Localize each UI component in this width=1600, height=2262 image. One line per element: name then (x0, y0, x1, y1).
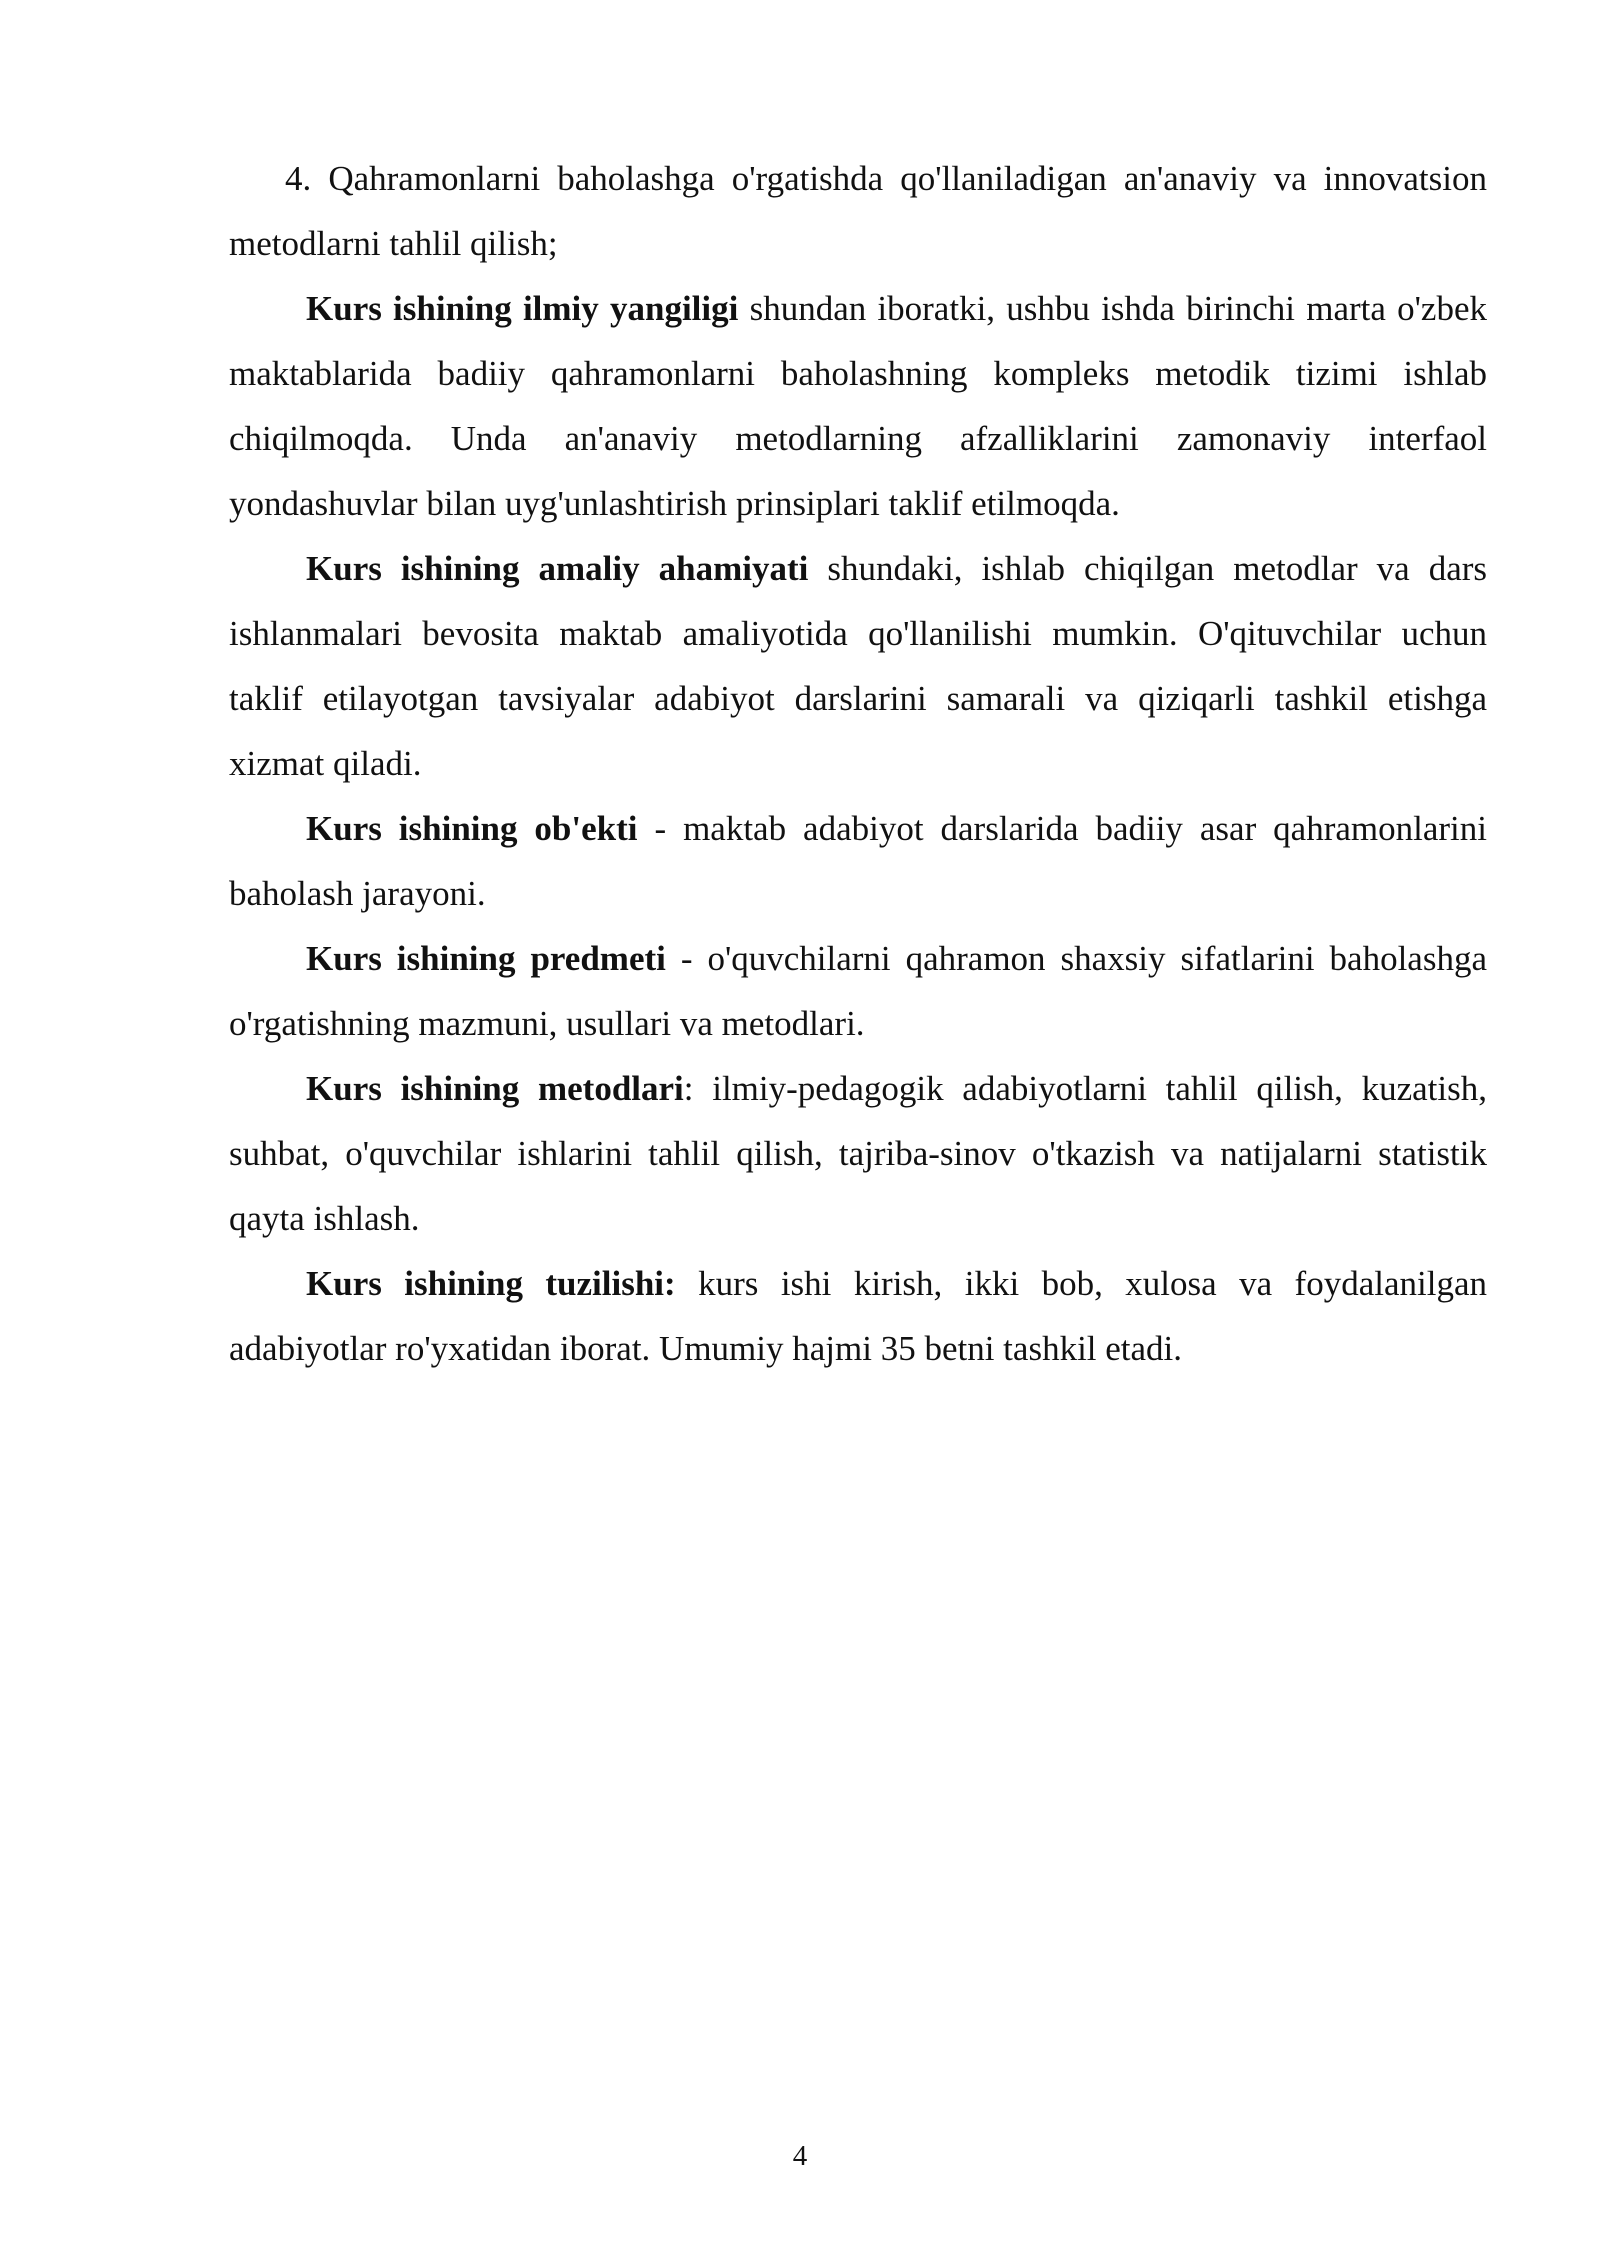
paragraph-lead: Kurs ishining ilmiy yangiligi (306, 289, 739, 328)
paragraph-practical-significance (229, 536, 1487, 796)
paragraph-structure (229, 1251, 1487, 1381)
paragraph-text: - o'quvchilarni qahramon shaxsiy sifatlarini baholashga o'rgatishning mazmuni, usullari va metodlari. (229, 939, 1487, 1043)
paragraph-lead: Kurs ishining tuzilishi: (306, 1264, 676, 1303)
paragraph-lead: Kurs ishining amaliy ahamiyati (306, 549, 809, 588)
paragraph-scientific-novelty (229, 276, 1487, 536)
paragraph-text: 4. Qahramonlarni baholashga o'rgatishda qo'llaniladigan an'anaviy va innovatsion metodlarni tahlil qilish; (229, 159, 1487, 263)
paragraph-text: - maktab adabiyot darslarida badiiy asar qahramonlarini baholash jarayoni. (229, 809, 1487, 913)
paragraph-text: shundaki, ishlab chiqilgan metodlar va dars ishlanmalari bevosita maktab amaliyotida qo'llanilishi mumkin. O'qituvchilar uchun taklif etilayotgan tavsiyalar adabiyot darslarini samarali va qiziqarli tashkil etishga xizmat qiladi. (229, 549, 1487, 783)
page-number: 4 (792, 2140, 808, 2172)
paragraph-text: : ilmiy-pedagogik adabiyotlarni tahlil qilish, kuzatish, suhbat, o'quvchilar ishlarini tahlil qilish, tajriba-sinov o'tkazish va natijalarni statistik qayta ishlash. (229, 1069, 1487, 1238)
paragraph-lead: Kurs ishining predmeti (306, 939, 666, 978)
paragraph-text: kurs ishi kirish, ikki bob, xulosa va foydalanilgan adabiyotlar ro'yxatidan iborat. Umumiy hajmi 35 betni tashkil etadi. (229, 1264, 1487, 1368)
page-content (229, 146, 1487, 1381)
paragraph-methods (229, 1056, 1487, 1251)
paragraph-text: shundan iboratki, ushbu ishda birinchi marta o'zbek maktablarida badiiy qahramonlarni baholashning kompleks metodik tizimi ishlab chiqilmoqda. Unda an'anaviy metodlarning afzalliklarini zamonaviy interfaol yondashuvlar bilan uyg'unlashtirish prinsiplari taklif etilmoqda. (229, 289, 1487, 523)
paragraph-objective-4 (229, 146, 1487, 276)
paragraph-subject (229, 926, 1487, 1056)
paragraph-lead: Kurs ishining metodlari (306, 1069, 684, 1108)
paragraph-lead: Kurs ishining ob'ekti (306, 809, 638, 848)
paragraph-object (229, 796, 1487, 926)
